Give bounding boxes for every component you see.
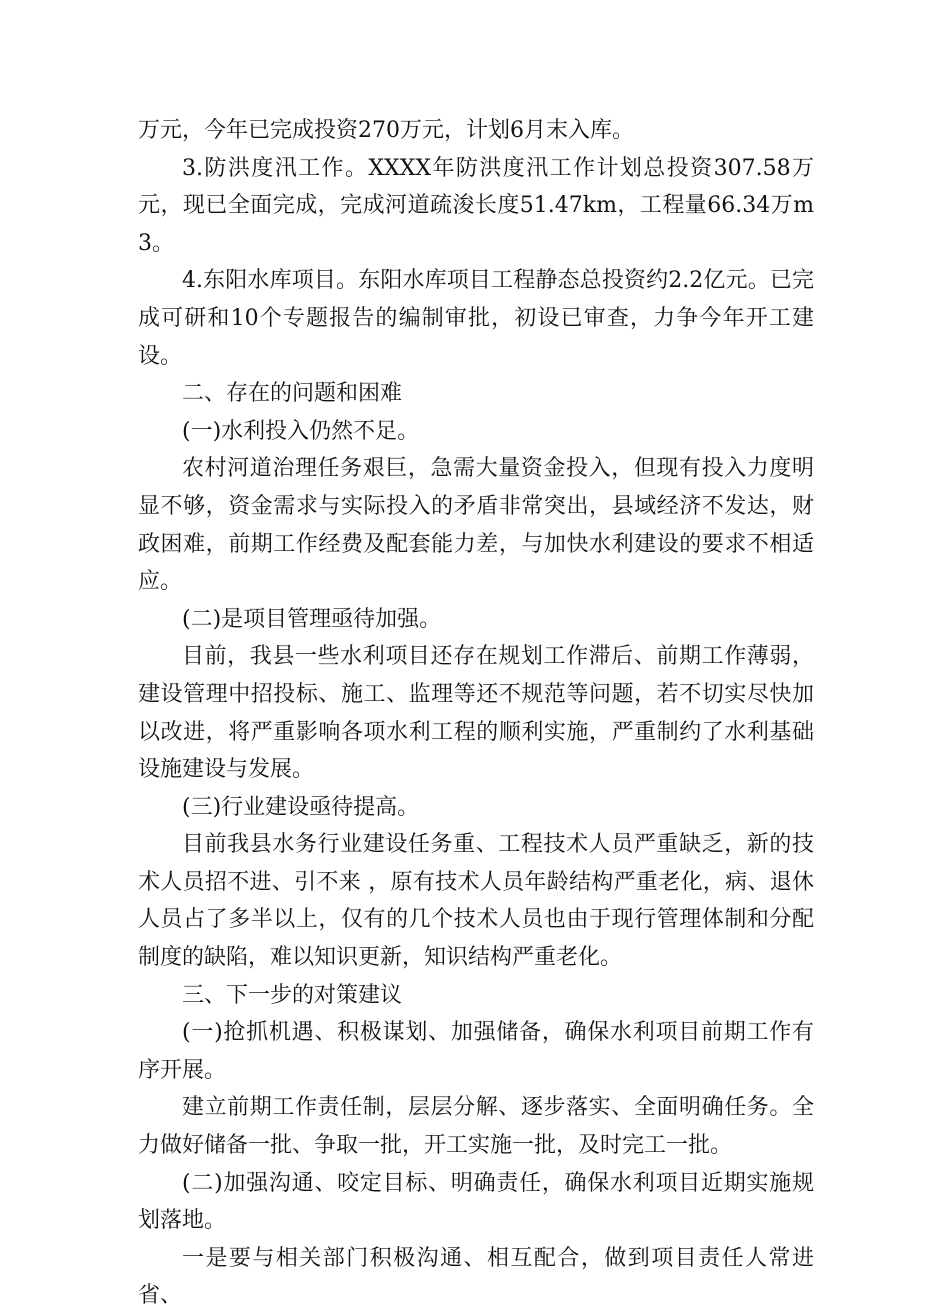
subheading-project-management: (二)是项目管理亟待加强。 bbox=[182, 606, 442, 632]
section-heading-problems: 二、存在的问题和困难 bbox=[182, 381, 403, 407]
document-body bbox=[138, 112, 814, 1315]
section-heading-suggestions: 三、下一步的对策建议 bbox=[182, 982, 403, 1008]
paragraph-flood-control: 3.防洪度汛工作。XXXX年防洪度汛工作计划总投资307.58万元，现已全面完成，完成河道疏浚长度51.47km，工程量66.34万m3。 bbox=[138, 155, 814, 256]
paragraph-responsibility-system: 建立前期工作责任制，层层分解、逐步落实、全面明确任务。全力做好储备一批、争取一批，开工实施一批，及时完工一批。 bbox=[138, 1095, 814, 1159]
subheading-industry-construction: (三)行业建设亟待提高。 bbox=[182, 794, 420, 820]
paragraph-continuation: 万元，今年已完成投资270万元，计划6月末入库。 bbox=[138, 118, 634, 143]
paragraph-communication: 一是要与相关部门积极沟通、相互配合，做到项目责任人常进省、 bbox=[138, 1245, 814, 1309]
subheading-communication: (二)加强沟通、咬定目标、明确责任，确保水利项目近期实施规划落地。 bbox=[138, 1170, 814, 1234]
paragraph-industry-construction: 目前我县水务行业建设任务重、工程技术人员严重缺乏，新的技术人员招不进、引不来 ，原有技术人员年龄结构严重老化，病、退休人员占了多半以上，仅有的几个技术人员也由于现行管理体制和分配制度的缺陷，难以知识更新，知识结构严重老化。 bbox=[138, 832, 814, 971]
paragraph-project-management: 目前，我县一些水利项目还存在规划工作滞后、前期工作薄弱，建设管理中招投标、施工、监理等还不规范等问题，若不切实尽快加以改进，将严重影响各项水利工程的顺利实施，严重制约了水利基础设施建设与发展。 bbox=[138, 644, 814, 783]
subheading-opportunities: (一)抢抓机遇、积极谋划、加强储备，确保水利项目前期工作有序开展。 bbox=[138, 1020, 814, 1083]
paragraph-investment: 农村河道治理任务艰巨，急需大量资金投入，但现有投入力度明显不够，资金需求与实际投入的矛盾非常突出，县域经济不发达，财政困难，前期工作经费及配套能力差，与加快水利建设的要求不相适应。 bbox=[138, 456, 814, 595]
subheading-investment: (一)水利投入仍然不足。 bbox=[182, 418, 420, 444]
paragraph-dongyang-reservoir: 4.东阳水库项目。东阳水库项目工程静态总投资约2.2亿元。已完成可研和10个专题报告的编制审批，初设已审查，力争今年开工建设。 bbox=[138, 268, 814, 369]
